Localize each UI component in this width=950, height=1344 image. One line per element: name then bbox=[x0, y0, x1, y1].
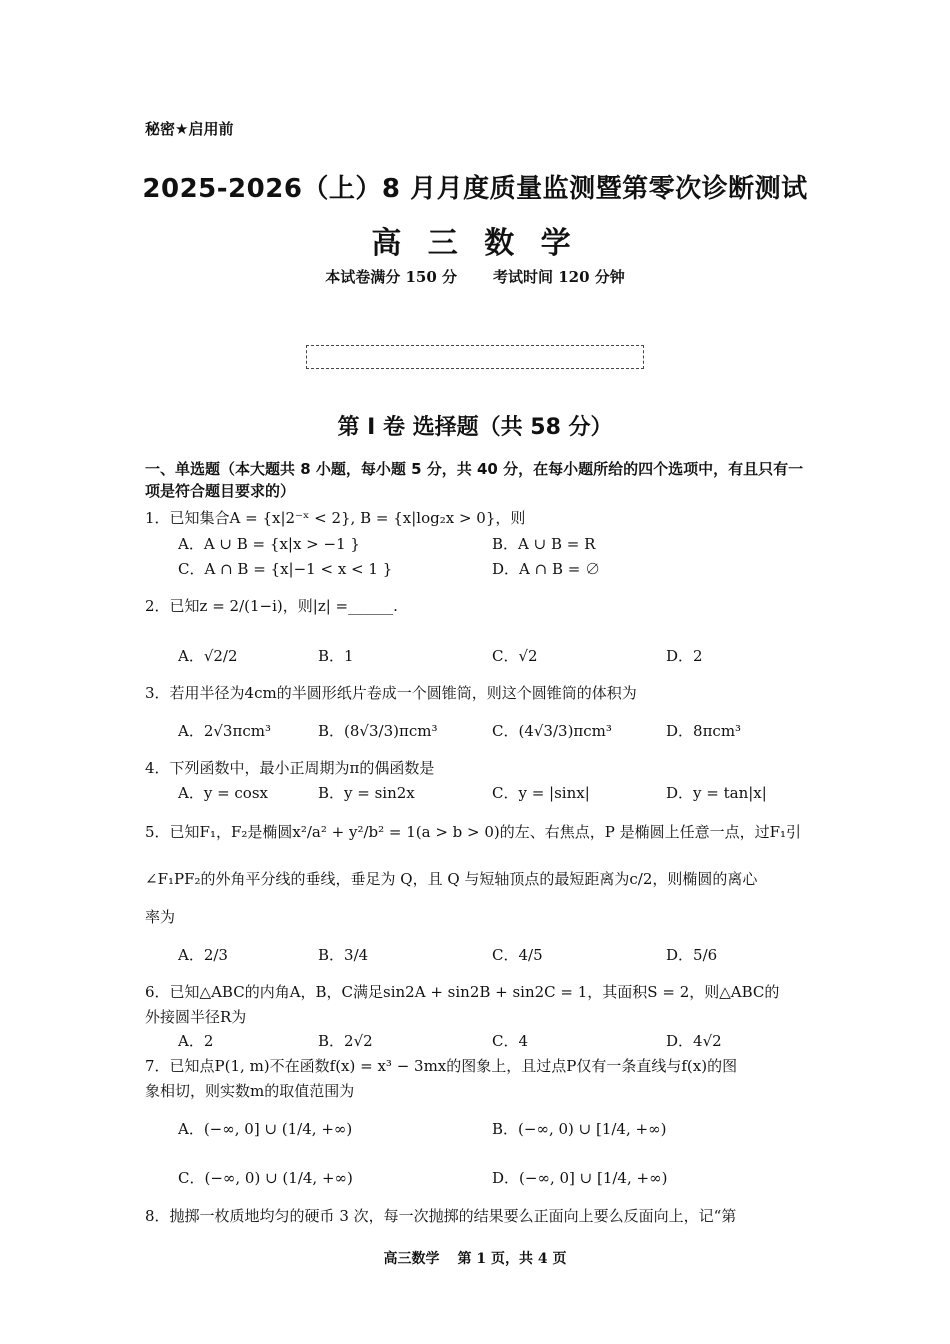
question-7-option-d: D．(−∞, 0] ∪ [1/4, +∞) bbox=[492, 1169, 668, 1187]
question-7-option-c: C．(−∞, 0) ∪ (1/4, +∞) bbox=[178, 1169, 353, 1187]
question-5-stem-line-3: 率为 bbox=[145, 908, 176, 926]
question-3-option-d: D．8πcm³ bbox=[666, 722, 742, 740]
question-5-option-d: D．5/6 bbox=[666, 946, 718, 964]
question-2-stem: 2．已知z = 2/(1−i)，则|z| =______. bbox=[145, 597, 398, 615]
section-heading: 一、单选题（本大题共 8 小题，每小题 5 分，共 40 分，在每小题所给的四个选项中，有且只有一项是符合题目要求的） bbox=[145, 460, 804, 500]
question-6-option-d: D．4√2 bbox=[666, 1032, 722, 1050]
question-7-option-b: B．(−∞, 0) ∪ [1/4, +∞) bbox=[492, 1120, 667, 1138]
footer-subject: 高三数学 bbox=[383, 1251, 440, 1267]
footer-page-number: 第 1 页，共 4 页 bbox=[457, 1251, 567, 1267]
question-7-option-a: A．(−∞, 0] ∪ (1/4, +∞) bbox=[178, 1120, 353, 1138]
question-5-stem-line-1: 5．已知F₁，F₂是椭圆x²/a² + y²/b² = 1(a > b > 0)的左、右焦点，P 是椭圆上任意一点，过F₁引 bbox=[145, 823, 802, 841]
question-2-option-c: C．√2 bbox=[492, 647, 538, 665]
question-3-option-a: A．2√3πcm³ bbox=[178, 722, 271, 740]
question-5-option-b: B．3/4 bbox=[318, 946, 369, 964]
page-footer bbox=[0, 1248, 950, 1268]
question-7-stem-line-2: 象相切，则实数m的取值范围为 bbox=[145, 1082, 355, 1100]
subject-title: 高 三 数 学 bbox=[371, 226, 579, 261]
question-4-option-d: D．y = tan|x| bbox=[666, 784, 767, 802]
question-4-option-a: A．y = cosx bbox=[178, 784, 269, 802]
question-4-option-b: B．y = sin2x bbox=[318, 784, 415, 802]
question-1-option-c: C．A ∩ B = {x|−1 < x < 1 } bbox=[178, 560, 393, 578]
question-1-option-b: B．A ∪ B = R bbox=[492, 535, 596, 553]
exam-time: 考试时间 120 分钟 bbox=[493, 268, 625, 286]
question-6-option-b: B．2√2 bbox=[318, 1032, 373, 1050]
question-1-option-a: A．A ∪ B = {x|x > −1 } bbox=[178, 535, 360, 553]
question-1-stem: 1．已知集合A = {x|2⁻ˣ < 2}, B = {x|log₂x > 0}，则 bbox=[145, 509, 526, 527]
question-2-option-a: A．√2/2 bbox=[178, 647, 238, 665]
exam-title: 2025-2026（上）8 月月度质量监测暨第零次诊断测试 bbox=[142, 174, 808, 204]
full-score: 本试卷满分 150 分 bbox=[325, 268, 457, 286]
question-6-stem-line-2: 外接圆半径R为 bbox=[145, 1008, 247, 1026]
question-3-stem: 3．若用半径为4cm的半圆形纸片卷成一个圆锥筒，则这个圆锥筒的体积为 bbox=[145, 684, 637, 702]
question-1-option-d: D．A ∩ B = ∅ bbox=[492, 560, 601, 578]
question-2-option-d: D．2 bbox=[666, 647, 703, 665]
secret-label: 秘密★启用前 bbox=[145, 120, 234, 138]
question-5-option-a: A．2/3 bbox=[178, 946, 228, 964]
question-3-option-c: C．(4√3/3)πcm³ bbox=[492, 722, 612, 740]
question-2-option-b: B．1 bbox=[318, 647, 354, 665]
exam-info bbox=[0, 266, 950, 287]
part-title: 第 I 卷 选择题（共 58 分） bbox=[337, 415, 613, 440]
question-5-option-c: C．4/5 bbox=[492, 946, 543, 964]
question-8-stem: 8．抛掷一枚质地均匀的硬币 3 次，每一次抛掷的结果要么正面向上要么反面向上，记“第 bbox=[145, 1207, 737, 1225]
question-6-option-c: C．4 bbox=[492, 1032, 529, 1050]
question-6-option-a: A．2 bbox=[178, 1032, 214, 1050]
barcode-area bbox=[306, 345, 644, 369]
question-4-stem: 4．下列函数中，最小正周期为π的偶函数是 bbox=[145, 759, 435, 777]
question-7-stem-line-1: 7．已知点P(1, m)不在函数f(x) = x³ − 3mx的图象上，且过点P仅有一条直线与f(x)的图 bbox=[145, 1057, 738, 1075]
question-5-stem-line-2: ∠F₁PF₂的外角平分线的垂线，垂足为 Q，且 Q 与短轴顶点的最短距离为c/2，则椭圆的离心 bbox=[145, 870, 758, 888]
question-4-option-c: C．y = |sinx| bbox=[492, 784, 590, 802]
question-3-option-b: B．(8√3/3)πcm³ bbox=[318, 722, 438, 740]
question-6-stem-line-1: 6．已知△ABC的内角A，B，C满足sin2A + sin2B + sin2C = 1，其面积S = 2，则△ABC的 bbox=[145, 983, 780, 1001]
